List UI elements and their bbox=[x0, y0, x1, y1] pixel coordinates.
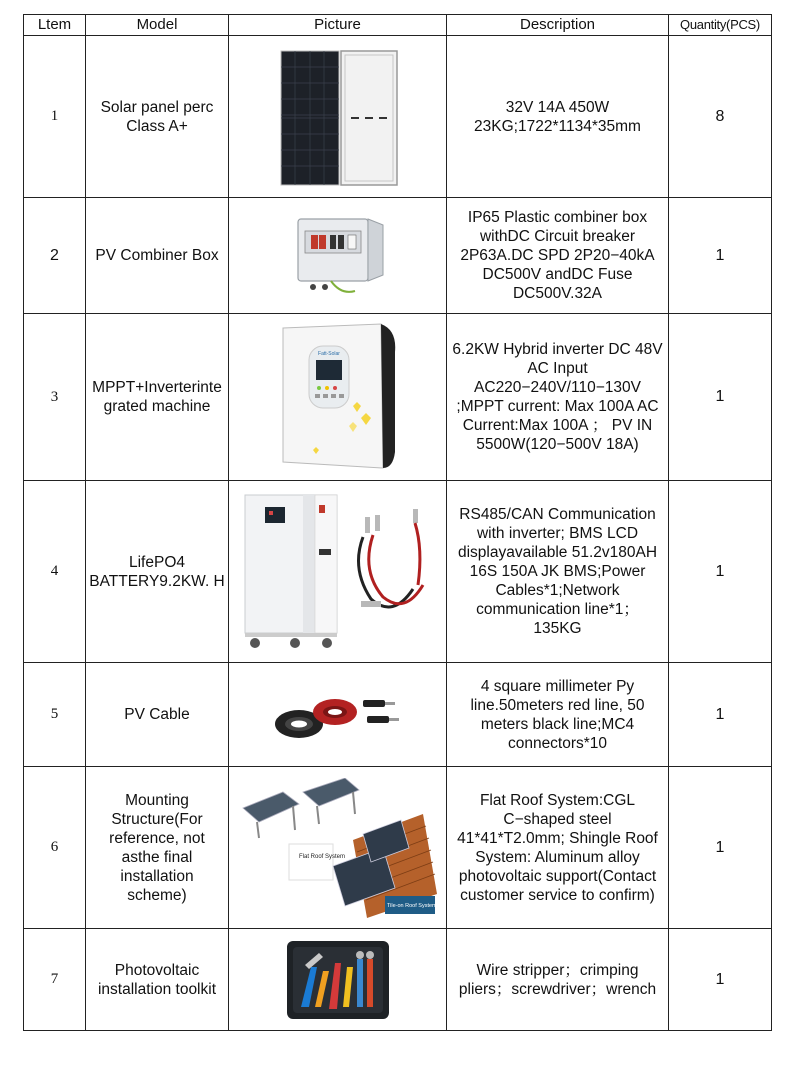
flat-roof-label: Flat Roof System bbox=[298, 853, 345, 860]
header-model: Model bbox=[86, 15, 229, 36]
battery-cabinet-icon bbox=[233, 489, 443, 654]
header-quantity: Quantity(PCS) bbox=[669, 15, 772, 36]
description: RS485/CAN Communication with inverter; BMS LCD displayavailable 51.2v180AH 16S 150A JK BMS;Power Cables*1;Network communication line*1； 135KG bbox=[447, 481, 669, 663]
toolkit-icon bbox=[283, 937, 393, 1023]
header-row bbox=[24, 15, 772, 36]
quantity-value: 1 bbox=[669, 929, 772, 1031]
pv-cable-icon bbox=[263, 680, 413, 750]
model-name: MPPT+Inverterinte grated machine bbox=[86, 314, 229, 481]
picture-cell bbox=[229, 767, 447, 929]
item-number: 2 bbox=[24, 198, 86, 314]
item-number: 6 bbox=[24, 767, 86, 929]
quantity-value: 1 bbox=[669, 767, 772, 929]
header-picture: Picture bbox=[229, 15, 447, 36]
tile-roof-label: Tile-on Roof System bbox=[386, 902, 437, 909]
quantity-value: 8 bbox=[669, 36, 772, 198]
header-description: Description bbox=[447, 15, 669, 36]
description: Wire stripper；crimping pliers；screwdriver；wrench bbox=[447, 929, 669, 1031]
item-number: 4 bbox=[24, 481, 86, 663]
model-name: Mounting Structure(For reference, not asthe final installation scheme) bbox=[86, 767, 229, 929]
picture-cell bbox=[229, 481, 447, 663]
description: 6.2KW Hybrid inverter DC 48V AC Input AC220−240V/110−130V ;MPPT current: Max 100A AC Current:Max 100A ； PV IN 5500W(120−500V 18A) bbox=[447, 314, 669, 481]
item-number: 5 bbox=[24, 663, 86, 767]
table-row bbox=[24, 481, 772, 663]
model-name: LifePO4 BATTERY9.2KW. H bbox=[86, 481, 229, 663]
product-spec-table bbox=[23, 14, 772, 1031]
model-name: Photovoltaic installation toolkit bbox=[86, 929, 229, 1031]
inverter-brand-text: Fatt-Solar bbox=[318, 351, 340, 357]
picture-cell bbox=[229, 314, 447, 481]
item-number: 1 bbox=[24, 36, 86, 198]
model-name: PV Cable bbox=[86, 663, 229, 767]
mounting-structure-icon bbox=[233, 778, 443, 918]
quantity-value: 1 bbox=[669, 663, 772, 767]
table-row bbox=[24, 663, 772, 767]
picture-cell bbox=[229, 929, 447, 1031]
picture-cell bbox=[229, 36, 447, 198]
table-row bbox=[24, 198, 772, 314]
table-row bbox=[24, 36, 772, 198]
combiner-box-icon bbox=[283, 211, 393, 301]
description: 4 square millimeter Py line.50meters red line, 50 meters black line;MC4 connectors*10 bbox=[447, 663, 669, 767]
table-row bbox=[24, 767, 772, 929]
quantity-value: 1 bbox=[669, 198, 772, 314]
quantity-value: 1 bbox=[669, 314, 772, 481]
table-row bbox=[24, 929, 772, 1031]
picture-cell bbox=[229, 198, 447, 314]
picture-cell bbox=[229, 663, 447, 767]
table-row bbox=[24, 314, 772, 481]
model-name: Solar panel perc Class A+ bbox=[86, 36, 229, 198]
header-item: Ltem bbox=[24, 15, 86, 36]
description: 32V 14A 450W 23KG;1722*1134*35mm bbox=[447, 36, 669, 198]
description: IP65 Plastic combiner box withDC Circuit breaker 2P63A.DC SPD 2P20−40kA DC500V andDC Fuse DC500V.32A bbox=[447, 198, 669, 314]
hybrid-inverter-icon bbox=[275, 322, 400, 472]
solar-panel-icon bbox=[273, 47, 403, 187]
quantity-value: 1 bbox=[669, 481, 772, 663]
model-name: PV Combiner Box bbox=[86, 198, 229, 314]
item-number: 3 bbox=[24, 314, 86, 481]
description: Flat Roof System:CGL C−shaped steel 41*41*T2.0mm; Shingle Roof System: Aluminum alloy photovoltaic support(Contact customer service to confirm) bbox=[447, 767, 669, 929]
item-number: 7 bbox=[24, 929, 86, 1031]
